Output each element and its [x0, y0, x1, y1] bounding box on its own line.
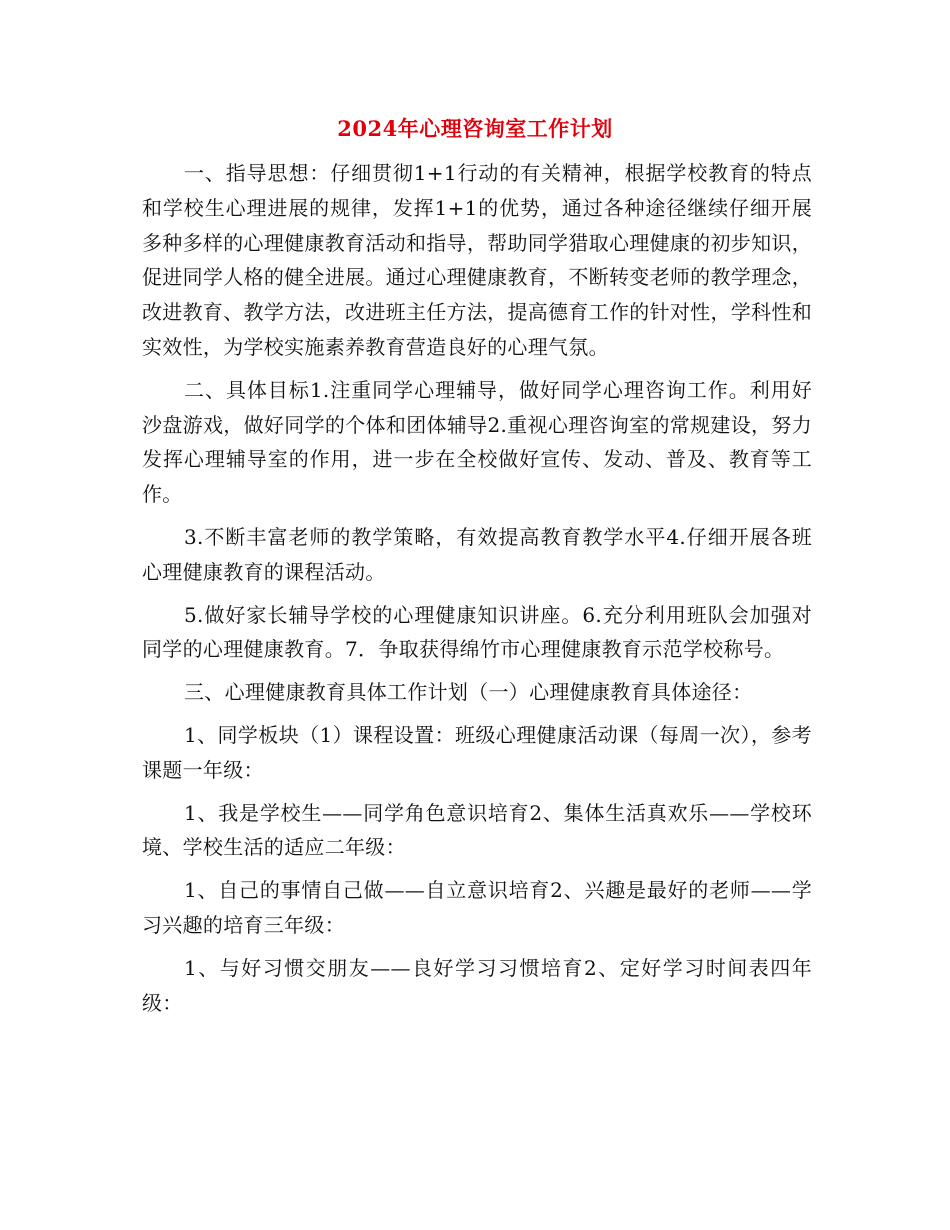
paragraph-grade-three-topics: 1、与好习惯交朋友——良好学习习惯培育2、定好学习时间表四年级：: [142, 955, 812, 1015]
paragraph-grade-one-topics: 1、我是学校生——同学角色意识培育2、集体生活真欢乐——学校环境、学校生活的适应二年级：: [142, 800, 812, 860]
paragraph-grade-two-topics: 1、自己的事情自己做——自立意识培育2、兴趣是最好的老师——学习兴趣的培育三年级：: [142, 878, 812, 937]
document-body: [142, 156, 812, 1028]
paragraph-student-section: 1、同学板块（1）课程设置：班级心理健康活动课（每周一次），参考课题一年级：: [142, 722, 812, 782]
paragraph-goals-5-7: 5.做好家长辅导学校的心理健康知识讲座。6.充分利用班队会加强对同学的心理健康教育。7．争取获得绵竹市心理健康教育示范学校称号。: [142, 602, 812, 662]
paragraph-specific-goals: 二、具体目标1.注重同学心理辅导，做好同学心理咨询工作。利用好沙盘游戏，做好同学的个体和团体辅导2.重视心理咨询室的常规建设，努力发挥心理辅导室的作用，进一步在全校做好宣传、发动、普及、教育等工作。: [142, 377, 812, 507]
document-title: 2024年心理咨询室工作计划: [337, 116, 613, 141]
paragraph-guiding-ideology: 一、指导思想：仔细贯彻1+1行动的有关精神，根据学校教育的特点和学校生心理进展的规律，发挥1+1的优势，通过各种途径继续仔细开展多种多样的心理健康教育活动和指导，帮助同学猎取心理健康的初步知识，促进同学人格的健全进展。通过心理健康教育，不断转变老师的教学理念，改进教育、教学方法，改进班主任方法，提高德育工作的针对性，学科性和实效性，为学校实施素养教育营造良好的心理气氛。: [142, 161, 812, 359]
paragraph-work-plan-heading: 三、心理健康教育具体工作计划（一）心理健康教育具体途径：: [184, 680, 753, 705]
paragraph-goals-3-4: 3.不断丰富老师的教学策略，有效提高教育教学水平4.仔细开展各班心理健康教育的课程活动。: [142, 524, 812, 584]
